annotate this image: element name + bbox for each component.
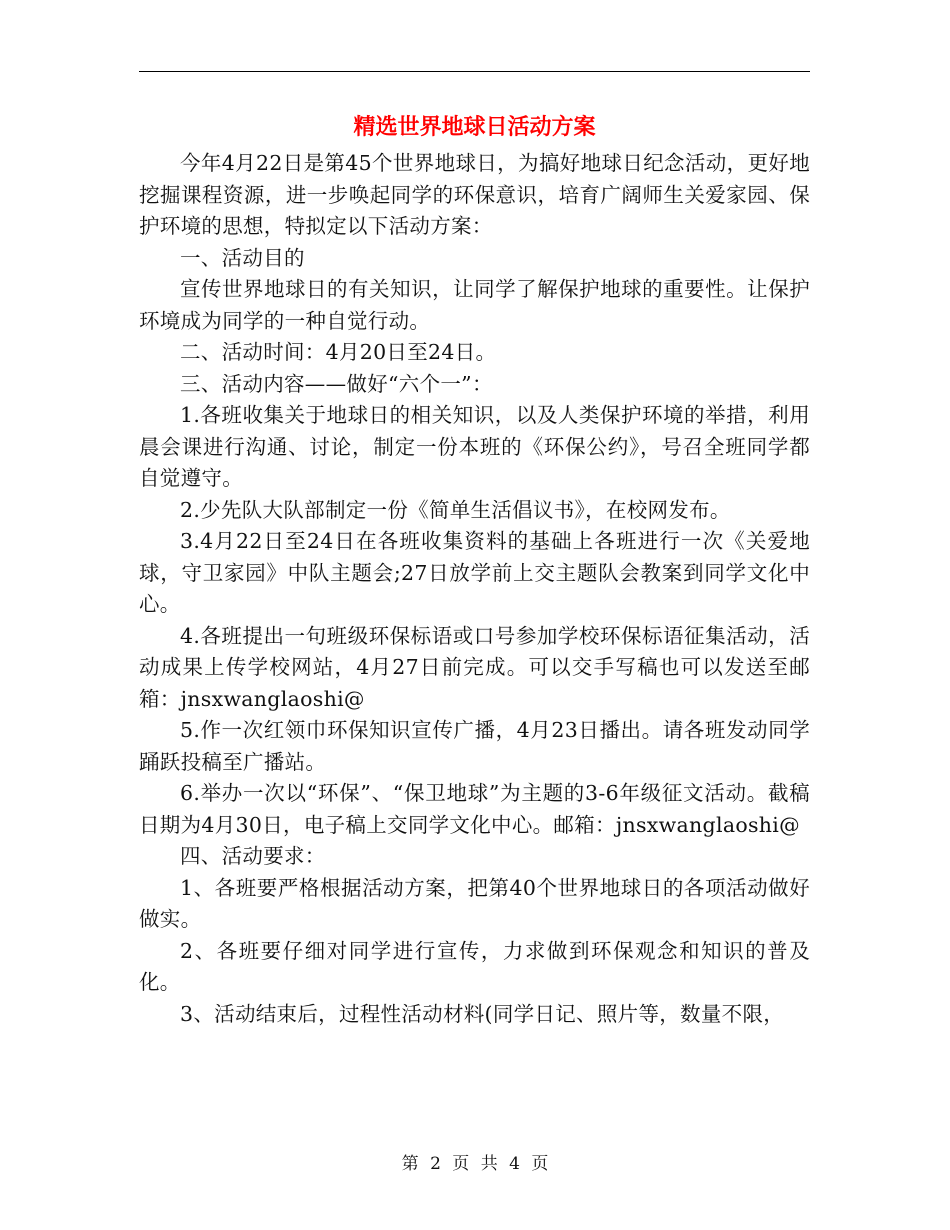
header-rule [139,71,810,72]
requirement-item-3: 3、活动结束后，过程性活动材料(同学日记、照片等，数量不限， [180,1001,785,1026]
heading-content: 三、活动内容——做好“六个一”： [180,371,493,396]
content-item-4: 4.各班提出一句班级环保标语或口号参加学校环保标语征集活动，活动成果上传学校网站，4月27日前完成。可以交手写稿也可以发送至邮箱：jnsxwanglaoshi@ [139,623,810,711]
content-item-3: 3.4月22日至24日在各班收集资料的基础上各班进行一次《关爱地球，守卫家园》中队主题会;27日放学前上交主题队会教案到同学文化中心。 [139,529,810,616]
heading-purpose: 一、活动目的 [180,245,305,270]
heading-time: 二、活动时间：4月20日至24日。 [180,340,497,364]
content-item-2: 2.少先队大队部制定一份《简单生活倡议书》，在校网发布。 [180,497,731,522]
paragraph-purpose: 宣传世界地球日的有关知识，让同学了解保护地球的重要性。让保护环境成为同学的一种自觉行动。 [139,277,810,333]
content-item-5: 5.作一次红领巾环保知识宣传广播，4月23日播出。请各班发动同学踊跃投稿至广播站。 [139,718,810,774]
heading-requirements: 四、活动要求： [180,844,326,868]
content-item-6: 6.举办一次以“环保”、“保卫地球”为主题的3-6年级征文活动。截稿日期为4月30日，电子稿上交同学文化中心。邮箱：jnsxwanglaoshi@ [139,781,810,837]
page-number: 第 2 页 共 4 页 [401,1154,549,1174]
requirement-item-1: 1、各班要严格根据活动方案，把第40个世界地球日的各项活动做好做实。 [139,875,810,931]
paragraph-intro: 今年4月22日是第45个世界地球日，为搞好地球日纪念活动，更好地挖掘课程资源，进一步唤起同学的环保意识，培育广阔师生关爱家园、保护环境的思想，特拟定以下活动方案： [139,151,810,238]
content-item-1: 1.各班收集关于地球日的相关知识，以及人类保护环境的举措，利用晨会课进行沟通、讨论，制定一份本班的《环保公约》，号召全班同学都自觉遵守。 [139,403,810,490]
document-title: 精选世界地球日活动方案 [353,114,596,140]
requirement-item-2: 2、各班要仔细对同学进行宣传，力求做到环保观念和知识的普及化。 [139,938,810,994]
document-body [139,148,810,1030]
